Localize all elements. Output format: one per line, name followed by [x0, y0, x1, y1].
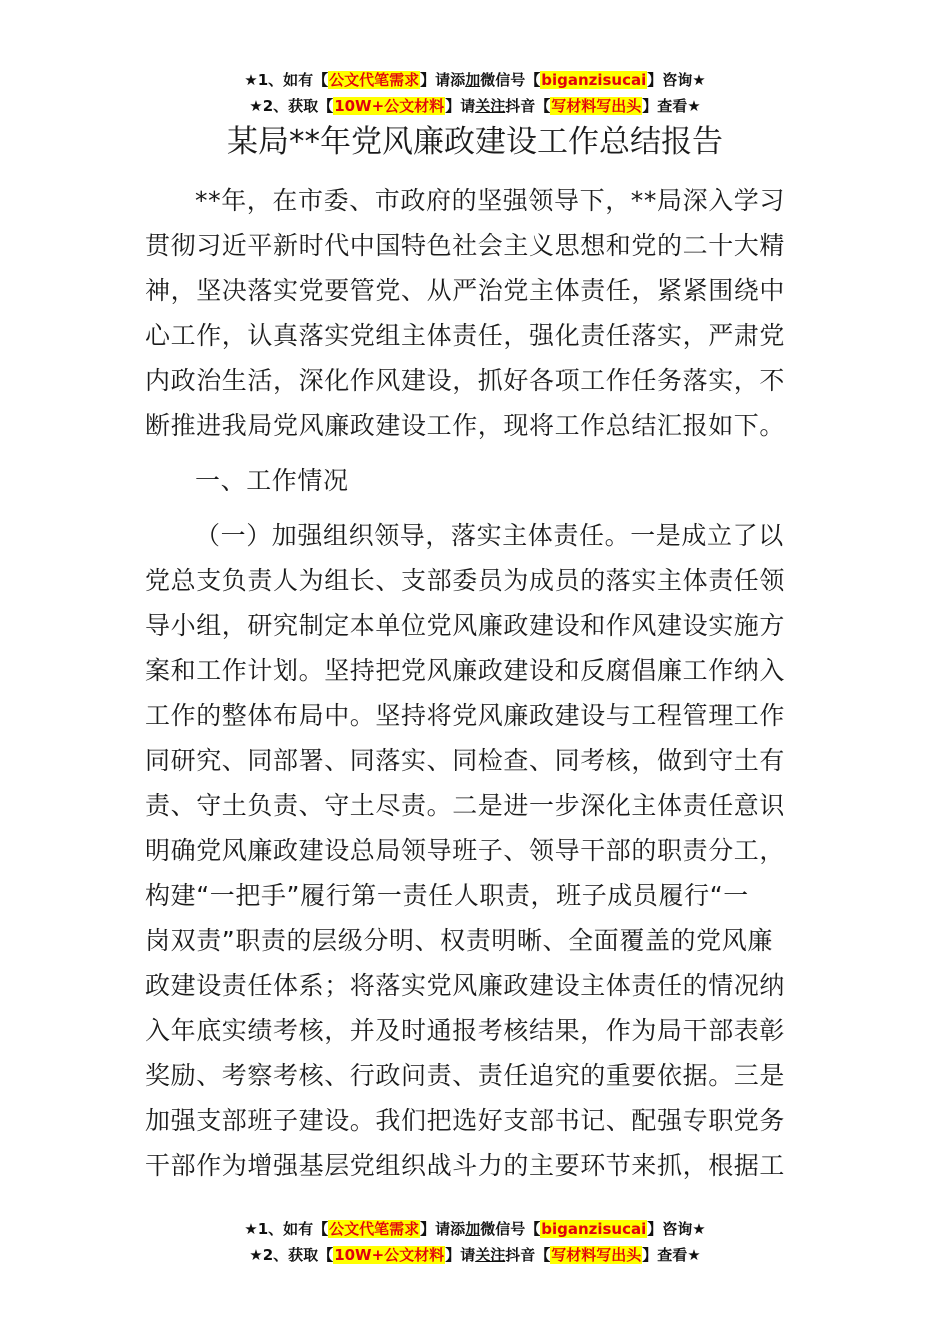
- promo-highlight-wechat: biganzisucai: [541, 1220, 647, 1238]
- section-heading: 一、工作情况: [195, 466, 349, 495]
- document-title: 某局**年党风廉政建设工作总结报告: [227, 124, 723, 160]
- promo-line-2: [0, 1242, 950, 1268]
- paragraph-line: 内政治生活，深化作风建设，抓好各项工作任务落实，不: [145, 366, 786, 395]
- paragraph-line: 构建“一把手”履行第一责任人职责，班子成员履行“一: [145, 881, 749, 910]
- paragraph-line: 岗双责”职责的层级分明、权责明晰、全面覆盖的党风廉: [145, 926, 773, 955]
- promo-underlined: 关注: [475, 1246, 506, 1264]
- paragraph-line: 政建设责任体系；将落实党风廉政建设主体责任的情况纳: [145, 971, 786, 1000]
- promo-underlined: 加: [465, 1220, 481, 1238]
- promo-text: 】请: [445, 97, 476, 115]
- promo-underlined: 加: [465, 71, 481, 89]
- promo-highlight-wechat: biganzisucai: [541, 71, 647, 89]
- document-body: [145, 178, 810, 1188]
- promo-highlight-douyin: 写材料写出头: [551, 97, 642, 115]
- promo-text: 】查看★: [642, 97, 701, 115]
- promo-line-1: [0, 67, 950, 93]
- paragraph-line: 导小组，研究制定本单位党风廉政建设和作风建设实施方: [145, 611, 786, 640]
- promo-text: 微信号【: [480, 71, 541, 89]
- promo-text: 】咨询★: [647, 71, 706, 89]
- promo-text: 】咨询★: [647, 1220, 706, 1238]
- paragraph-line: 工作的整体布局中。坚持将党风廉政建设与工程管理工作: [145, 701, 786, 730]
- promo-highlight: 10W+公文材料: [334, 1246, 445, 1264]
- paragraph-line: 断推进我局党风廉政建设工作，现将工作总结汇报如下。: [145, 411, 786, 440]
- promo-text: 】请添: [420, 1220, 466, 1238]
- promo-highlight-douyin: 写材料写出头: [551, 1246, 642, 1264]
- promo-banner-top: [0, 67, 950, 119]
- paragraph-line: 奖励、考察考核、行政问责、责任追究的重要依据。三是: [145, 1061, 786, 1090]
- promo-text: ★2、获取【: [249, 97, 334, 115]
- paragraph-line: 入年底实绩考核，并及时通报考核结果，作为局干部表彰: [145, 1016, 786, 1045]
- promo-text: 】请: [445, 1246, 476, 1264]
- promo-underlined: 关注: [475, 97, 506, 115]
- promo-highlight: 公文代笔需求: [329, 1220, 420, 1238]
- promo-banner-bottom: [0, 1216, 950, 1268]
- promo-highlight: 10W+公文材料: [334, 97, 445, 115]
- promo-line-1: [0, 1216, 950, 1242]
- promo-text: 】查看★: [642, 1246, 701, 1264]
- promo-text: ★1、如有【: [244, 71, 329, 89]
- promo-text: 】请添: [420, 71, 466, 89]
- promo-text: ★2、获取【: [249, 1246, 334, 1264]
- paragraph-line: 案和工作计划。坚持把党风廉政建设和反腐倡廉工作纳入: [145, 656, 786, 685]
- promo-text: 微信号【: [480, 1220, 541, 1238]
- paragraph-line: 神，坚决落实党要管党、从严治党主体责任，紧紧围绕中: [145, 276, 786, 305]
- paragraph-line: （一）加强组织领导，落实主体责任。一是成立了以: [195, 521, 784, 550]
- promo-highlight: 公文代笔需求: [329, 71, 420, 89]
- paragraph-line: 加强支部班子建设。我们把选好支部书记、配强专职党务: [145, 1106, 786, 1135]
- paragraph-line: 心工作，认真落实党组主体责任，强化责任落实，严肃党: [145, 321, 786, 350]
- paragraph-line: 贯彻习近平新时代中国特色社会主义思想和党的二十大精: [145, 231, 786, 260]
- paragraph-line: 党总支负责人为组长、支部委员为成员的落实主体责任领: [145, 566, 786, 595]
- promo-text: 抖音【: [505, 1246, 551, 1264]
- promo-text: 抖音【: [505, 97, 551, 115]
- promo-text: ★1、如有【: [244, 1220, 329, 1238]
- paragraph-line: 干部作为增强基层党组织战斗力的主要环节来抓，根据工: [145, 1151, 786, 1180]
- paragraph-line: 明确党风廉政建设总局领导班子、领导干部的职责分工，: [145, 836, 786, 865]
- promo-line-2: [0, 93, 950, 119]
- paragraph-line: **年，在市委、市政府的坚强领导下，**局深入学习: [195, 186, 786, 215]
- paragraph-line: 责、守土负责、守土尽责。二是进一步深化主体责任意识: [145, 791, 786, 820]
- paragraph-line: 同研究、同部署、同落实、同检查、同考核，做到守土有: [145, 746, 786, 775]
